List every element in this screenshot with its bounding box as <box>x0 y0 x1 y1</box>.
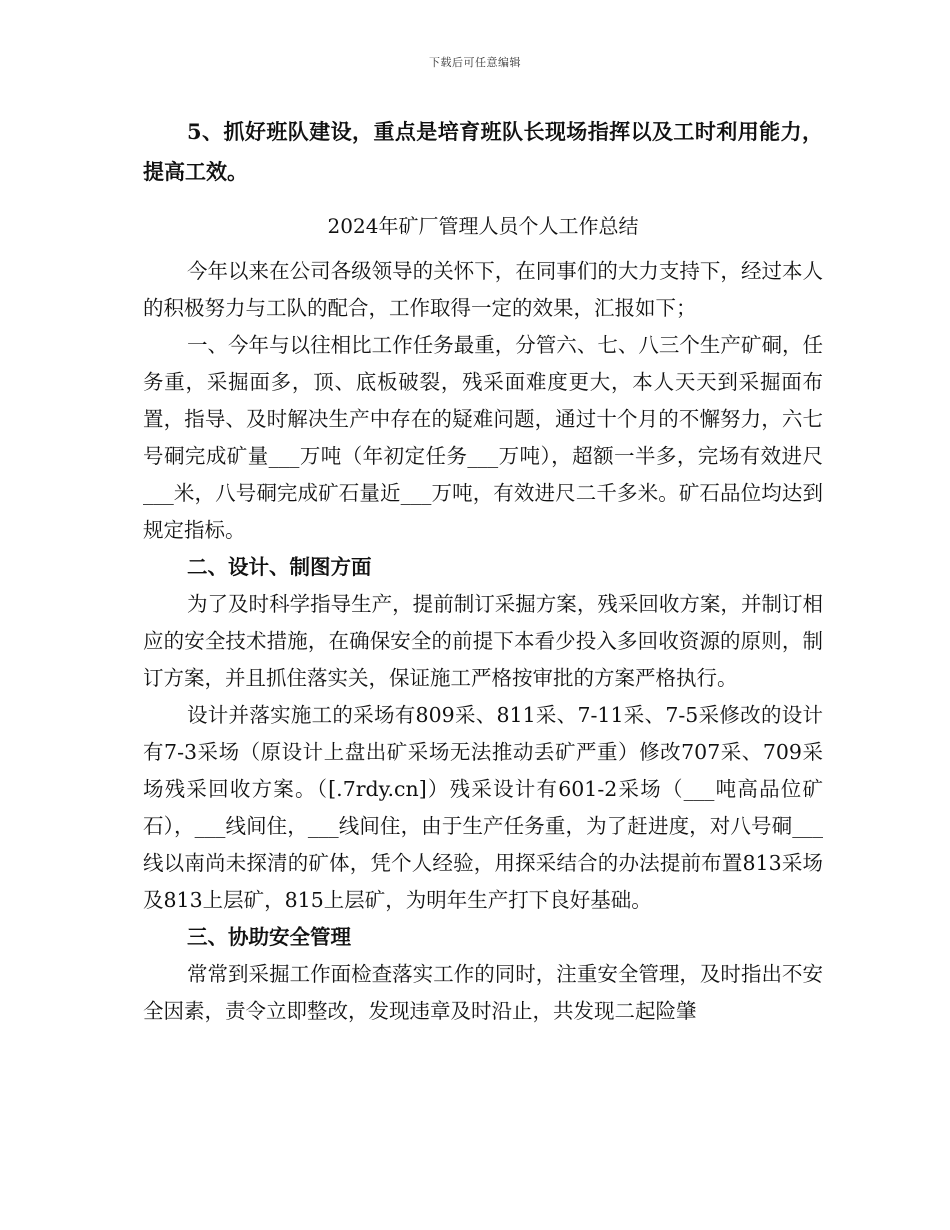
section-2-paragraph-2: 设计并落实施工的采场有809采、811采、7-11采、7-5采修改的设计有7-3采场（原设计上盘出矿采场无法推动丢矿严重）修改707采、709采场残采回收方案。（[.7rdy.cn]）残采设计有601-2采场（___吨高品位矿石），___线间住，___线间住，由于生产任务重，为了赶进度，对八号硐___线以南尚未探清的矿体，凭个人经验，用探采结合的办法提前布置813采场及813上层矿，815上层矿，为明年生产打下良好基础。 <box>143 703 823 912</box>
document-title: 2024年矿厂管理人员个人工作总结 <box>327 214 639 238</box>
document-body <box>143 112 823 1030</box>
intro-paragraph: 今年以来在公司各级领导的关怀下，在同事们的大力支持下，经过本人的积极努力与工队的配合，工作取得一定的效果，汇报如下； <box>143 259 823 320</box>
section-3-paragraph-1: 常常到采掘工作面检查落实工作的同时，注重安全管理，及时指出不安全因素，责令立即整改，发现违章及时沿止，共发现二起险肇 <box>143 962 823 1023</box>
section-2-paragraph-1: 为了及时科学指导生产，提前制订采掘方案，残采回收方案，并制订相应的安全技术措施，在确保安全的前提下本看少投入多回收资源的原则，制订方案，并且抓住落实关，保证施工严格按审批的方案严格执行。 <box>143 592 823 690</box>
page-header: 下载后可任意编辑 <box>429 56 521 69</box>
item-5-paragraph: 5、抓好班队建设，重点是培育班队长现场指挥以及工时利用能力，提高工效。 <box>143 119 823 184</box>
section-3-heading: 三、协助安全管理 <box>187 925 351 949</box>
section-2-heading: 二、设计、制图方面 <box>187 555 372 579</box>
section-1-paragraph: 一、今年与以往相比工作任务最重，分管六、七、八三个生产矿硐，任务重，采掘面多，顶、底板破裂，残采面难度更大，本人天天到采掘面布置，指导、及时解决生产中存在的疑难问题，通过十个月的不懈努力，六七号硐完成矿量___万吨（年初定任务___万吨），超额一半多，完场有效进尺___米，八号硐完成矿石量近___万吨，有效进尺二千多米。矿石品位均达到规定指标。 <box>143 333 823 542</box>
